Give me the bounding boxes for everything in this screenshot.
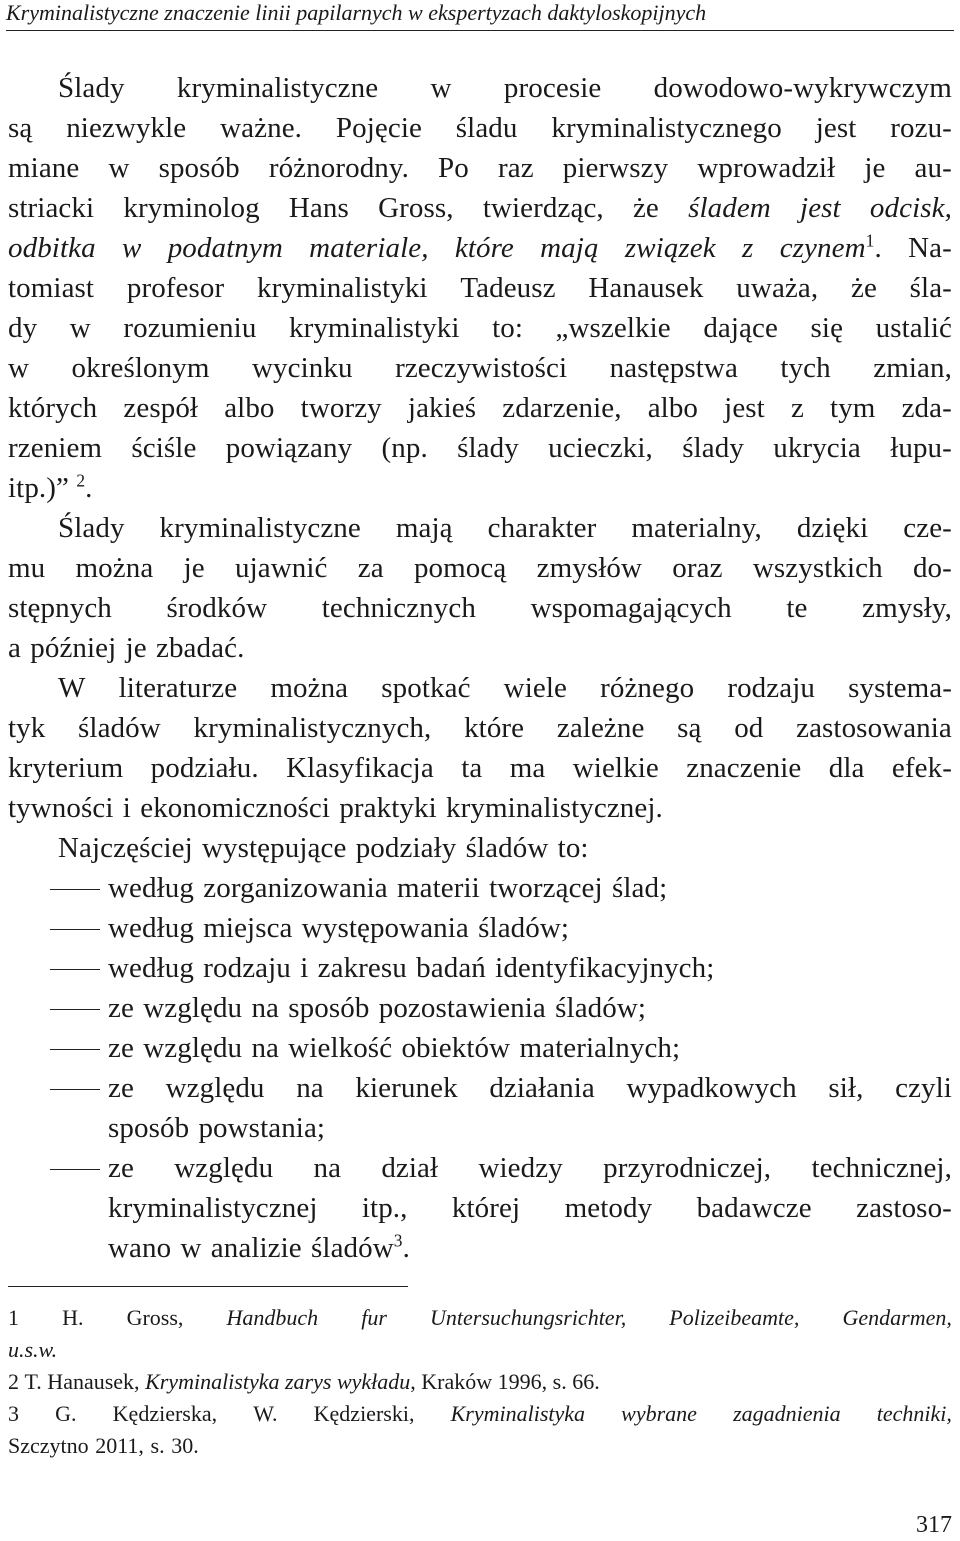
word: 30. [171,1433,199,1458]
word: zdarzenie, [502,392,622,424]
word: kryminolog [123,192,260,224]
word: praktyki [339,792,437,824]
word: kryminalistycznego [551,112,782,144]
word: kierunek [355,1072,458,1104]
word: się [810,312,844,344]
list-item [8,1148,952,1268]
word: względu [174,1152,274,1184]
word: charakter [487,512,597,544]
word: za [357,552,384,584]
text-line [8,668,952,708]
word: jakieś [407,392,477,424]
word: względu [143,992,243,1024]
italic-text: Kryminalistyka zarys wykładu [145,1369,411,1394]
word: powiązany [225,432,353,464]
text-line [8,428,952,468]
word: związek [624,232,716,264]
word: i [300,952,309,984]
word: wiedzy [478,1152,563,1184]
footnote-number: 2 [8,1369,19,1394]
word: śladów [465,832,549,864]
word: (np. [381,432,428,464]
word: zastosowania [796,712,952,744]
dash-marker [8,988,108,1028]
dash-marker [8,1068,108,1108]
word: z [790,392,804,424]
word: ustalić [875,312,952,344]
word: 2011, [95,1433,144,1458]
word: której [451,1192,521,1224]
word: według [108,952,194,984]
word: kryminalistycznej [108,1192,318,1224]
word: zastoso- [856,1192,952,1224]
text-line [108,908,952,948]
word: wycinku [251,352,353,384]
word: materiale, [309,232,429,264]
word: rozumieniu [123,312,257,344]
text-line [8,508,952,548]
word: Po [438,152,469,184]
text-line [8,68,952,108]
word: albo [224,392,275,424]
word: jest [815,112,857,144]
word: różnorodny. [268,152,409,184]
word: ważne. [220,112,303,144]
word: pomocą [413,552,507,584]
footnote-ref: 1 [865,230,875,251]
word: profesor [126,272,225,304]
word: ze [108,992,134,1024]
text-line [108,1068,952,1108]
word: oraz [672,552,723,584]
text-line [8,228,952,268]
word: obiektów [401,1032,511,1064]
word: śladów$^3$. [311,1230,410,1264]
word: następstwa [609,352,738,384]
word: podziały [355,832,457,864]
word: Handbuch [226,1305,319,1330]
text-line [108,1148,952,1188]
word: na [313,1152,342,1184]
list-item [8,908,952,948]
word: identyfikacyjnych; [495,952,715,984]
word: rodzaju [203,952,291,984]
word: metody [564,1192,653,1224]
word: 1 [8,1305,19,1330]
text-line [108,1188,952,1228]
word: ze [108,1072,134,1104]
dash-marker [8,1028,108,1068]
word: względu [165,1072,265,1104]
word: że [850,272,877,304]
word: fur [361,1305,387,1330]
word: w [8,352,30,384]
word: podatnym [167,232,283,264]
word: w [69,312,91,344]
text-line [108,1108,952,1148]
text-line [8,188,952,228]
word: tomiast [8,272,95,304]
word: ze [108,1032,134,1064]
word: zagadnienia [733,1401,841,1426]
word: są [677,712,702,744]
text-line [8,748,952,788]
text-line [8,708,952,748]
footnote-1 [8,1302,952,1334]
word: au- [914,152,952,184]
word: są [8,112,33,144]
word: dowodowo-wykrywczym [653,72,952,104]
word: śladu [455,112,518,144]
word: na [251,992,280,1024]
word: rzeniem [8,432,103,464]
word: rozu- [890,112,952,144]
text-line [8,148,952,188]
word: Untersuchungsrichter, [430,1305,627,1330]
word: czyli [895,1072,952,1104]
text-line [8,588,952,628]
word: technicznych [321,592,476,624]
word: środków [166,592,268,624]
word: ma [509,752,546,784]
word: działania [489,1072,595,1104]
word: ekonomiczności [140,792,331,824]
text-line [8,308,952,348]
word: pierwszy [562,152,669,184]
word: w [108,152,130,184]
word: powstania; [198,1112,326,1144]
word: mają [395,512,453,544]
word: zmian, [873,352,952,384]
word: Polizeibeamte, [669,1305,800,1330]
word: s. [150,1433,165,1458]
word: odbitka [8,232,96,264]
word: występowania [301,912,469,944]
running-title: Kryminalistyczne znaczenie linii papilarnych w ekspertyzach daktyloskopijnych [6,0,707,25]
word: dające [703,312,778,344]
word: w [430,72,452,104]
text-line [108,1228,952,1268]
word: jest [800,192,841,224]
footnote-2 [8,1366,952,1398]
word: ślady [457,432,519,464]
word: zbadać. [155,632,245,664]
word: kryterium [8,752,124,784]
word: zespół [123,392,199,424]
word: to: [557,832,589,864]
text-line [108,868,952,908]
word: kryminalistyki [288,312,460,344]
word: łupu- [890,432,952,464]
word: wypadkowych [626,1072,797,1104]
word: które [454,232,514,264]
word: wspomagających [530,592,732,624]
word: Tadeusz [460,272,556,304]
word: dla [828,752,865,784]
word: w [180,1232,202,1264]
word: spotkać [381,672,471,704]
word: dział [381,1152,439,1184]
text-line [8,348,952,388]
word: śla- [909,272,952,304]
footnotes [8,1302,952,1462]
text-fragment: Na- [908,232,952,264]
word: można [75,552,154,584]
word: zda- [901,392,952,424]
word: od [734,712,764,744]
footnote-ref: 3 [393,1230,403,1251]
text-fragment: czynem$^1$. [779,230,882,264]
word: rodzaju [727,672,815,704]
text-line [8,548,952,588]
word: wielkie [572,752,659,784]
word: kryminalistyki [257,272,428,304]
main-text [8,68,952,1268]
italic-text: u.s.w. [8,1337,58,1362]
word: znaczenie [686,752,802,784]
word: literaturze [118,672,238,704]
word: a [8,632,21,664]
word: śladów; [555,992,647,1024]
word: mają [540,232,599,264]
list-item [8,1068,952,1148]
word: striacki [8,192,95,224]
word: systema- [848,672,952,704]
word: śladem [688,192,771,224]
word: dzięki [796,512,869,544]
word: zależne [556,712,645,744]
word: Klasyfikacja [286,752,434,784]
word: śladów; [478,912,570,944]
word: je [125,632,147,664]
word: albo [647,392,699,424]
word: Hans [288,192,349,224]
footnote-ref: 2 [76,470,86,491]
word: ze [108,1152,134,1184]
word: stępnych [8,592,112,624]
word: tyk [8,712,46,744]
word: że [632,192,659,224]
word: „wszelkie [555,312,671,344]
word: przyrodniczej, [603,1152,772,1184]
word: Gendarmen, [842,1305,952,1330]
word: do- [912,552,952,584]
word: różnego [600,672,695,704]
word: sposób [288,992,370,1024]
word: rzeczywistości [395,352,568,384]
word: podziału. [150,752,259,784]
dash-marker [8,868,108,908]
word: ukrycia [773,432,861,464]
word: na [251,1032,280,1064]
dash-marker [8,948,108,988]
word: procesie [503,72,602,104]
footnote-3-cont [8,1430,952,1462]
word: G. [55,1401,77,1426]
word: W. [253,1401,278,1426]
word: mu [8,552,46,584]
footnote-1-cont [8,1334,952,1366]
word: Kryminalistyka [450,1401,586,1426]
word: ślady [682,432,744,464]
word: te [786,592,808,624]
citation-text: , Kraków 1996, s. 66. [410,1369,600,1394]
text-line [108,1028,952,1068]
word: techniki, [876,1401,952,1426]
footnote-separator [8,1286,408,1287]
word: materialnych; [519,1032,681,1064]
word: Hanausek [588,272,704,304]
word: wybrane [621,1401,697,1426]
word: ślad; [611,872,668,904]
text-fragment: itp.)” $^2$. [8,470,93,504]
word: tworzy [300,392,382,424]
word: określonym [71,352,210,384]
word: Ślady [58,72,125,104]
word: tworzącej [489,872,603,904]
word: Gross, [378,192,454,224]
text-line [108,948,952,988]
text-line [8,108,952,148]
word: z [742,232,754,264]
word: występujące [202,832,347,864]
word: wprowadził [697,152,836,184]
word: które [464,712,525,744]
list-item [8,948,952,988]
word: technicznej, [811,1152,952,1184]
list-intro [8,828,952,868]
dash-marker [8,908,108,948]
word: badań [416,952,486,984]
word: itp., [361,1192,408,1224]
text-line [8,788,952,828]
word: wszystkich [752,552,883,584]
word: odcisk, [869,192,952,224]
text-line [8,628,952,668]
word: tywności [8,792,114,824]
word: 3 [8,1401,19,1426]
word: dy [8,312,38,344]
author-text: T. Hanausek, [24,1369,140,1394]
word: kryminalistyczne [159,512,361,544]
word: Najczęściej [58,832,193,864]
list-item [8,1028,952,1068]
word: wielkość [288,1032,393,1064]
word: twierdząc, [482,192,604,224]
word: sposób [158,152,240,184]
word: według [108,872,194,904]
word: tych [780,352,831,384]
text-line [8,468,952,508]
word: według [108,912,194,944]
word: kryminalistycznej. [446,792,663,824]
word: jest [724,392,765,424]
dash-marker [8,1148,108,1188]
word: na [296,1072,324,1104]
text-line [108,988,952,1028]
word: w [121,232,142,264]
word: H. [62,1305,84,1330]
word: efek- [891,752,952,784]
word: miejsca [203,912,293,944]
word: Pojęcie [335,112,422,144]
word: zmysły, [862,592,952,624]
word: raz [497,152,534,184]
word: zorganizowania [203,872,388,904]
word: Kędzierska, [112,1401,218,1426]
word: i [122,792,131,824]
word: sposób [108,1112,190,1144]
word: cze- [903,512,952,544]
word: których [8,392,98,424]
word: sił, [828,1072,864,1104]
word: zmysłów [536,552,643,584]
word: miane [8,152,80,184]
word: ucieczki, [548,432,653,464]
word: uważa, [736,272,819,304]
list-item [8,868,952,908]
text-fragment [8,1366,600,1398]
word: W [58,672,86,704]
text-line [8,268,952,308]
word: badawcze [696,1192,812,1224]
word: wano [108,1232,172,1264]
word: można [270,672,349,704]
word: je [183,552,205,584]
word: to: [492,312,523,344]
list-item [8,988,952,1028]
word: kryminalistycznych, [193,712,432,744]
word: je [864,152,886,184]
footnote-3 [8,1398,952,1430]
word: kryminalistyczne [176,72,379,104]
word: Kędzierski, [313,1401,415,1426]
word: ściśle [131,432,197,464]
word: materii [396,872,480,904]
italic-text: czynem [779,232,866,264]
word: wiele [503,672,567,704]
word: Gross, [126,1305,184,1330]
running-header [6,0,954,31]
text-line [8,388,952,428]
word: analizie [210,1232,302,1264]
word: Ślady [58,512,125,544]
word: tym [830,392,876,424]
word: ujawnić [234,552,328,584]
word: niezwykle [66,112,187,144]
word: Szczytno [8,1433,89,1458]
word: względu [143,1032,243,1064]
word: śladów [78,712,161,744]
word: pozostawienia [378,992,546,1024]
word: ta [461,752,483,784]
word: materialny, [631,512,762,544]
page-number: 317 [916,1512,952,1538]
quote-end: itp.)” [8,472,69,504]
word: później [30,632,117,664]
word: zakresu [317,952,407,984]
